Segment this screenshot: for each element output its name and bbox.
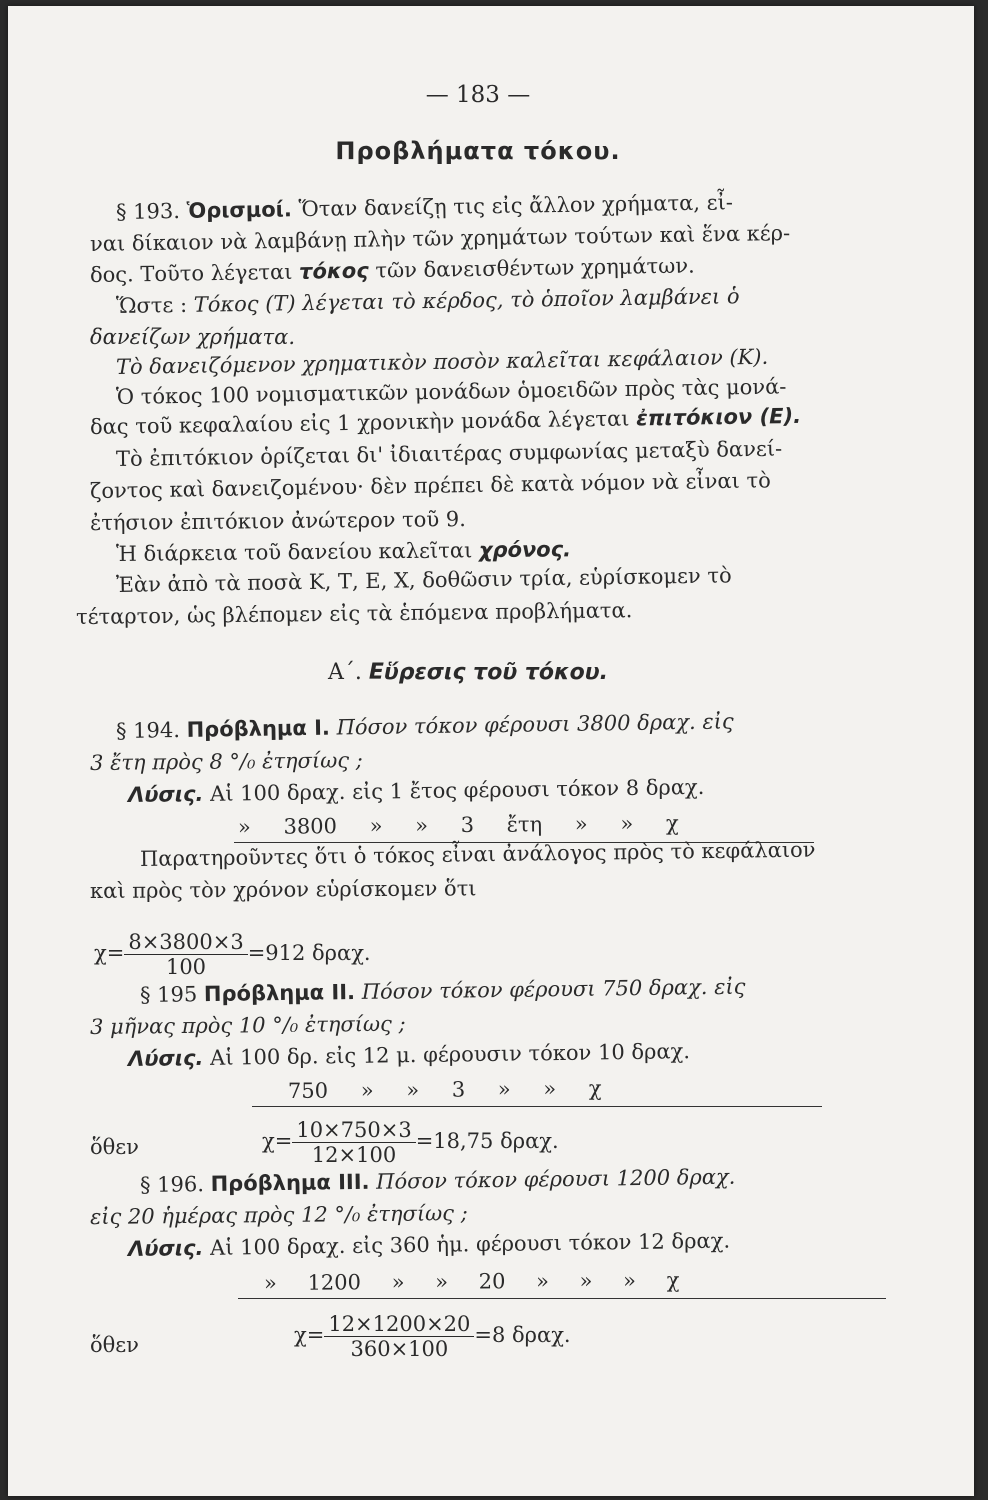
formula-lhs: χ= [94,941,125,965]
formula-result: =912 δραχ. [247,941,371,965]
problem-194-solution-2: » 3800 » » 3 ἔτη » » χ [237,811,679,839]
page-heading: Προβλήματα τόκου. [335,137,621,165]
problem-196-formula [294,1312,571,1361]
section-label: Α΄. [328,660,362,685]
paragraph-number: § 195 [139,982,198,1007]
problem-196-solution-2: » 1200 » » 20 » » » χ [263,1268,680,1295]
formula-result: =8 δραχ. [474,1323,571,1347]
formula-lhs: χ= [294,1323,325,1347]
solution-label: Λύσις. [127,1235,204,1261]
term-time: χρόνος. [478,537,572,563]
formula-denominator: 360×100 [350,1337,449,1361]
definitions-line-5: δανείζων χρήματα. [90,325,295,349]
section-title: Εὕρεσις τοῦ τόκου. [368,660,608,685]
problem-196-solution-1 [128,1228,730,1262]
definitions-title: Ὁρισμοί. [186,197,293,223]
solution-rule [238,1298,886,1299]
solution-text: Αἱ 100 δραχ. εἰς 360 ἡμ. φέρουσι τόκον 12 δραχ. [209,1228,731,1260]
problem-195-solution-2: 750 » » 3 » » χ [287,1076,602,1103]
formula-fraction [324,1312,474,1361]
text-span: Ἡ διάρκεια τοῦ δανείου καλεῖται [115,538,473,566]
page-number: — 183 — [425,82,531,108]
problem-title: Πρόβλημα ΙΙΙ. [210,1169,370,1197]
book-page [8,6,974,1496]
formula-numerator: 10×750×3 [292,1118,415,1143]
problem-question: Πόσον τόκον φέρουσι 3800 δραχ. εἰς [336,709,734,740]
problem-question: Πόσον τόκον φέρουσι 1200 δραχ. [376,1164,736,1194]
definitions-line-14: τέταρτον, ὡς βλέπομεν εἰς τὰ ἑπόμενα προβλήματα. [75,598,633,629]
section-heading [328,660,608,686]
definitions-line-4 [116,283,740,319]
definitions-line-13: Ἐὰν ἀπὸ τὰ ποσὰ Κ, Τ, Ε, Χ, δοθῶσιν τρία, εὑρίσκομεν τὸ [115,563,732,597]
term-interest: τόκος [298,258,369,284]
text-span: δος. Τοῦτο λέγεται [89,259,293,287]
problem-194-line-1 [116,708,734,744]
formula-fraction [124,930,247,979]
solution-text: Αἱ 100 δραχ. εἰς 1 ἔτος φέρουσι τόκον 8 δραχ. [209,774,705,806]
formula-lhs: χ= [262,1129,293,1153]
problem-194-observation-1: Παρατηροῦντες ὅτι ὁ τόκος εἶναι ἀνάλογος πρὸς τὸ κεφάλαιον [139,837,816,871]
problem-title: Πρόβλημα ΙΙ. [203,979,356,1007]
definitions-line-6: Τὸ δανειζόμενον χρηματικὸν ποσὸν καλεῖται κεφάλαιον (Κ). [115,344,769,379]
definitions-line-1 [116,189,733,225]
definitions-line-9: Τὸ ἐπιτόκιον ὁρίζεται δι' ἰδιαιτέρας συμφωνίας μεταξὺ δανεί- [115,436,783,471]
problem-question: Πόσον τόκον φέρουσι 750 δραχ. εἰς [361,974,746,1004]
formula-result: =18,75 δραχ. [415,1129,559,1153]
solution-label: Λύσις. [127,781,204,807]
problem-194-observation-2: καὶ πρὸς τὸν χρόνον εὑρίσκομεν ὅτι [89,876,477,903]
text-span: τῶν δανεισθέντων χρημάτων. [375,253,695,283]
text-span: δας τοῦ κεφαλαίου εἰς 1 χρονικὴν μονάδα λέγεται [89,406,630,439]
text-span: Ὥστε : [115,292,188,318]
problem-194-line-2: 3 ἔτη πρὸς 8 °/₀ ἐτησίως ; [89,748,363,775]
formula-numerator: 8×3800×3 [124,930,247,955]
problem-196-line-2: εἰς 20 ἡμέρας πρὸς 12 °/₀ ἐτησίως ; [89,1201,468,1229]
paragraph-number: § 194. [115,717,181,743]
problem-194-solution-1 [128,774,705,808]
paragraph-number: § 193. [115,198,181,224]
definition-interest: Τόκος (Τ) λέγεται τὸ κέρδος, τὸ ὁποῖον λαμβάνει ὁ [193,284,740,317]
problem-194-formula [94,930,371,979]
definitions-line-2: ναι δίκαιον νὰ λαμβάνῃ πλὴν τῶν χρημάτων τούτων καὶ ἕνα κέρ- [89,221,791,256]
definitions-line-11: ἐτήσιον ἐπιτόκιον ἀνώτερον τοῦ 9. [89,507,466,535]
definitions-line-7: Ὁ τόκος 100 νομισματικῶν μονάδων ὁμοειδῶν πρὸς τὰς μονά- [115,374,787,409]
problem-195-solution-1 [128,1038,690,1072]
definitions-line-10: ζοντος καὶ δανειζομένου· δὲν πρέπει δὲ κατὰ νόμον νὰ εἶναι τὸ [89,468,771,503]
paragraph-number: § 196. [139,1172,205,1197]
formula-numerator: 12×1200×20 [324,1312,474,1337]
solution-label: Λύσις. [127,1045,204,1071]
problem-195-formula [262,1118,559,1167]
problem-195-line-2: 3 μῆνας πρὸς 10 °/₀ ἐτησίως ; [89,1011,406,1039]
definitions-line-3 [90,253,695,288]
definitions-text: Ὅταν δανείζῃ τις εἰς ἄλλον χρήματα, εἶ- [298,190,734,222]
definitions-line-12 [116,536,571,567]
formula-fraction [292,1118,415,1167]
problem-196-line-1 [140,1164,736,1198]
term-rate: ἐπιτόκιον (Ε). [635,403,802,431]
hence-label: ὅθεν [90,1135,139,1159]
formula-denominator: 100 [165,955,207,979]
problem-title: Πρόβλημα Ι. [186,715,331,742]
hence-label: ὅθεν [90,1333,139,1357]
formula-denominator: 12×100 [311,1143,397,1167]
solution-rule [252,1106,822,1107]
solution-text: Αἱ 100 δρ. εἰς 12 μ. φέρουσιν τόκον 10 δραχ. [209,1039,691,1070]
